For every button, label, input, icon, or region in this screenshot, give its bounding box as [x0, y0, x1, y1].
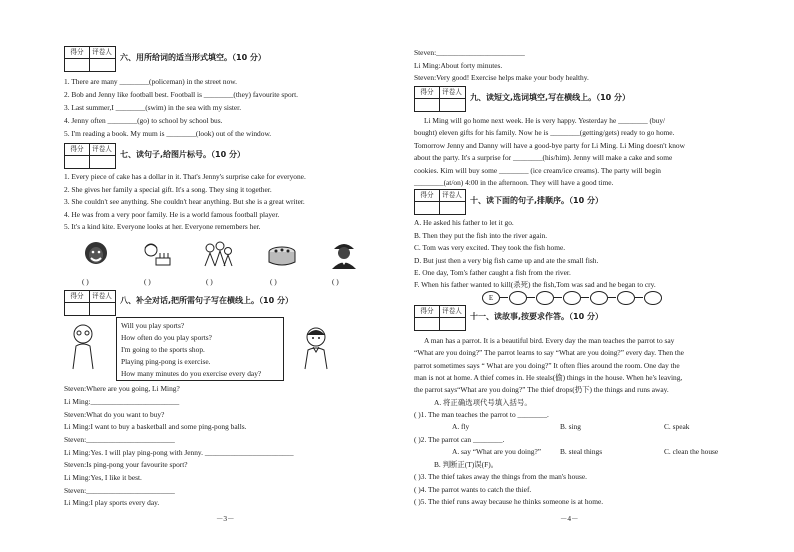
sec7-heading: 七、读句子,给图片标号。（10 分） — [120, 150, 245, 159]
sec6-line-1: 1. There are many ________(policeman) in the street now. — [64, 77, 238, 86]
score-box-sec6 — [64, 46, 116, 72]
dialogue-cont-1[interactable]: Steven:________________________ — [414, 48, 525, 57]
story-line-2: “What are you doing?” The parrot learns to say “What are you doing?” every day. Then the — [414, 348, 684, 357]
score-label: 得分 — [65, 47, 90, 58]
story-line-5: the parrot says“What are you doing?” The thief drops(扔下) the things and runs away. — [414, 385, 669, 394]
sec6-line-4: 4. Jenny often ________(go) to school by school bus. — [64, 116, 223, 125]
sec9-line-5: cookies. Kim will buy some ________ (ice cream/ice creams). The party will begin — [414, 166, 661, 175]
sec10-line-f: F. When his father wanted to kill(杀死) the fish,Tom was sad and he began to cry. — [414, 280, 656, 289]
sec7-line-5: 5. It's a kind kite. Everyone looks at her. Everyone remembers her. — [64, 222, 261, 231]
story-line-4: man is not at home. A thief comes in. He steals(偷) things in the house. When he's leaving, — [414, 373, 683, 382]
story-line-1: A man has a parrot. It is a beautiful bird. Every day the man teaches the parrot to say — [424, 336, 675, 345]
order-answer-1: E — [482, 291, 500, 305]
order-answer-4[interactable] — [563, 291, 581, 305]
tf-question-3[interactable]: ( )3. The thief takes away the things from the man's house. — [414, 472, 587, 481]
sec6-heading: 六、用所给词的适当形式填空。（10 分） — [120, 53, 266, 62]
page-number-right: －4－ — [560, 514, 579, 523]
q1-option-c: C. speak — [664, 422, 690, 431]
score-box-sec10 — [414, 189, 466, 215]
option-2: How often do you play sports? — [121, 333, 212, 342]
reviewer-label: 评卷人 — [442, 88, 462, 96]
reviewer-label: 评卷人 — [442, 307, 462, 315]
story-line-3: parrot sometimes says “ What are you doing?” It often flies around the room. One day the — [414, 361, 680, 370]
sec7-line-2: 2. She gives her family a special gift. It's a song. They sing it together. — [64, 185, 272, 194]
option-4: Playing ping-pong is exercise. — [121, 357, 211, 366]
sec9-heading: 九、读短文,选词填空,写在横线上。（10 分） — [470, 93, 630, 102]
picture-smiling-man — [80, 238, 112, 270]
score-box-sec7 — [64, 143, 116, 169]
question-2[interactable]: ( )2. The parrot can ________. — [414, 435, 505, 444]
part-a-label: A. 将正确选项代号填入括号。 — [434, 398, 532, 407]
q2-option-c: C. clean the house — [664, 447, 719, 456]
score-box-sec11 — [414, 305, 466, 331]
sec10-line-a: A. He asked his father to let it go. — [414, 218, 514, 227]
order-answer-3[interactable] — [536, 291, 554, 305]
score-box-sec9 — [414, 86, 466, 112]
reviewer-label: 评卷人 — [442, 191, 462, 199]
picture-boy — [298, 324, 334, 370]
sec6-line-3: 3. Last summer,I ________(swim) in the sea with my sister. — [64, 103, 242, 112]
dialogue-line-9[interactable]: Steven:________________________ — [64, 486, 175, 495]
dialogue-line-1: Steven:Where are you going, Li Ming? — [64, 384, 180, 393]
left-page — [64, 0, 390, 552]
score-label: 得分 — [415, 190, 440, 201]
sec7-line-3: 3. She couldn't see anything. She couldn't hear anything. But she is a great writer. — [64, 197, 305, 206]
picture-answer-3[interactable]: ( ) — [206, 277, 213, 286]
picture-football-player — [328, 238, 360, 270]
reviewer-label: 评卷人 — [92, 292, 112, 300]
picture-girl-candles — [140, 238, 172, 270]
sec6-line-5: 5. I'm reading a book. My mum is ________(look) out of the window. — [64, 129, 272, 138]
sec9-line-3: Tomorrow Jenny and Danny will have a good-bye party for Li Ming. Li Ming doesn't know — [414, 141, 685, 150]
score-label: 得分 — [65, 144, 90, 155]
dialogue-line-4: Li Ming:I want to buy a basketball and some ping-pong balls. — [64, 422, 247, 431]
sec9-line-4: about the party. It's a surprise for ________(his/him). Jenny will make a cake and some — [414, 153, 673, 162]
picture-answer-1[interactable]: ( ) — [82, 277, 89, 286]
sec10-line-b: B. Then they put the fish into the river again. — [414, 231, 548, 240]
part-b-label: B. 判断正(T)误(F)。 — [434, 460, 499, 469]
sec10-line-e: E. One day, Tom's father caught a fish from the river. — [414, 268, 571, 277]
dialogue-line-3: Steven:What do you want to buy? — [64, 410, 165, 419]
sec7-line-4: 4. He was from a very poor family. He is a world famous football player. — [64, 210, 280, 219]
dialogue-cont-3: Steven:Very good! Exercise helps make your body healthy. — [414, 73, 589, 82]
score-box-sec8 — [64, 290, 116, 316]
sec9-line-6: ________(at/on) 4:00 in the afternoon. They will have a good time. — [414, 178, 614, 187]
score-label: 得分 — [415, 306, 440, 317]
order-answer-7[interactable] — [644, 291, 662, 305]
sec7-line-1: 1. Every piece of cake has a dollar in it. That's Jenny's surprise cake for everyone. — [64, 172, 306, 181]
sec6-line-2: 2. Bob and Jenny like football best. Football is ________(they) favourite sport. — [64, 90, 299, 99]
option-5: How many minutes do you exercise every day? — [121, 369, 262, 378]
sec10-line-d: D. But just then a very big fish came up and ate the small fish. — [414, 256, 599, 265]
picture-answer-5[interactable]: ( ) — [332, 277, 339, 286]
picture-family-singing — [202, 238, 234, 270]
picture-old-man — [68, 322, 98, 370]
option-3: I'm going to the sports shop. — [121, 345, 205, 354]
picture-answer-2[interactable]: ( ) — [144, 277, 151, 286]
q2-option-b: B. steal things — [560, 447, 603, 456]
picture-answer-4[interactable]: ( ) — [270, 277, 277, 286]
sec11-heading: 十一、读故事,按要求作答。（10 分） — [470, 312, 603, 321]
sentence-options-box — [116, 317, 284, 381]
q1-option-b: B. sing — [560, 422, 581, 431]
page-number-left: －3－ — [216, 514, 235, 523]
right-page — [414, 0, 740, 552]
sec9-line-1: Li Ming will go home next week. He is very happy. Yesterday he ________ (buy/ — [424, 116, 666, 125]
order-answer-6[interactable] — [617, 291, 635, 305]
score-label: 得分 — [65, 291, 90, 302]
reviewer-label: 评卷人 — [92, 48, 112, 56]
order-answer-2[interactable] — [509, 291, 527, 305]
dialogue-line-10: Li Ming:I play sports every day. — [64, 498, 160, 507]
dialogue-line-6[interactable]: Li Ming:Yes. I will play ping-pong with Jenny. ________________________ — [64, 448, 294, 457]
score-label: 得分 — [415, 87, 440, 98]
question-1[interactable]: ( )1. The man teaches the parrot to ________. — [414, 410, 549, 419]
option-1: Will you play sports? — [121, 321, 185, 330]
dialogue-cont-2: Li Ming:About forty minutes. — [414, 61, 503, 70]
q2-option-a: A. say “What are you doing?” — [452, 447, 542, 456]
picture-cake — [266, 238, 298, 270]
order-answer-5[interactable] — [590, 291, 608, 305]
tf-question-4[interactable]: ( )4. The parrot wants to catch the thief. — [414, 485, 532, 494]
sec10-line-c: C. Tom was very excited. They took the fish home. — [414, 243, 566, 252]
sec8-heading: 八、补全对话,把所需句子写在横线上。（10 分） — [120, 296, 293, 305]
dialogue-line-7: Steven:Is ping-pong your favourite sport? — [64, 460, 188, 469]
sec9-line-2: bought) eleven gifts for his family. Now he is ________(getting/gets) ready to go home. — [414, 128, 675, 137]
reviewer-label: 评卷人 — [92, 145, 112, 153]
dialogue-line-5[interactable]: Steven:________________________ — [64, 435, 175, 444]
q1-option-a: A. fly — [452, 422, 470, 431]
sec10-heading: 十、读下面的句子,排顺序。（10 分） — [470, 196, 603, 205]
dialogue-line-2[interactable]: Li Ming:________________________ — [64, 397, 180, 406]
tf-question-5[interactable]: ( )5. The thief runs away because he thinks someone is at home. — [414, 497, 604, 506]
dialogue-line-8: Li Ming:Yes, I like it best. — [64, 473, 142, 482]
